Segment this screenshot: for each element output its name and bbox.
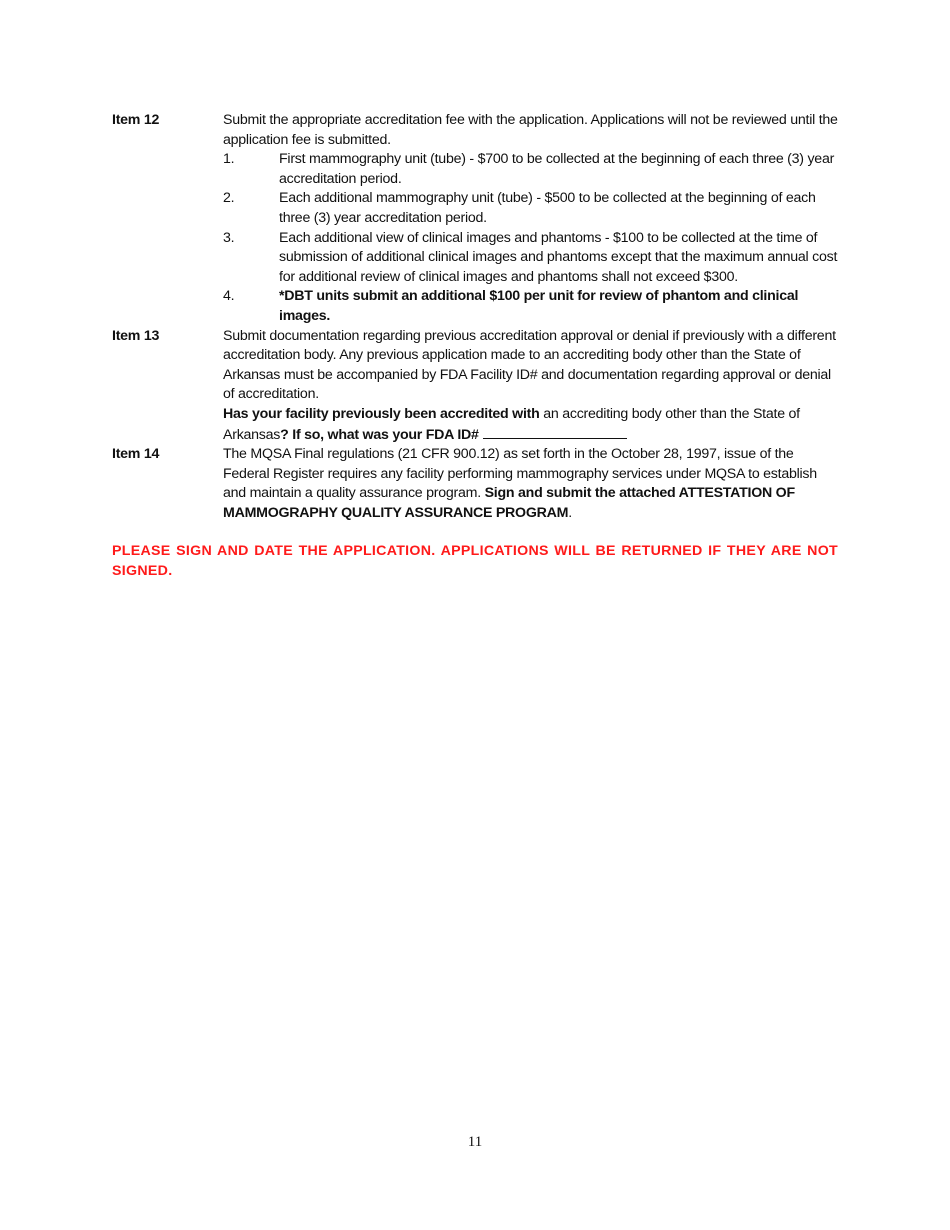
item-body	[223, 327, 838, 446]
sign-warning: PLEASE SIGN AND DATE THE APPLICATION. APPLICATIONS WILL BE RETURNED IF THEY ARE NOT SIGNED.	[112, 543, 838, 580]
instructions-content	[112, 111, 838, 582]
question-text: an accrediting body other than the State of Arkansas	[223, 405, 800, 443]
item-14	[112, 445, 838, 523]
item-14-bold: Sign and submit the attached ATTESTATION OF MAMMOGRAPHY QUALITY ASSURANCE PROGRAM	[223, 485, 795, 521]
fee-list-item	[223, 150, 838, 189]
fee-list-item	[223, 287, 838, 326]
item-label: Item 14	[112, 446, 160, 463]
item-label: Item 13	[112, 327, 160, 344]
item-12	[112, 111, 838, 327]
list-number: 3.	[223, 229, 235, 246]
fda-id-question	[223, 405, 838, 445]
item-body	[223, 111, 838, 327]
question-bold: ? If so, what was your FDA ID#	[280, 426, 479, 443]
item-label: Item 12	[112, 112, 160, 128]
item-14-end: .	[568, 504, 572, 521]
list-text: Each additional mammography unit (tube) - $500 to be collected at the beginning of each three (3) year accreditation period.	[279, 190, 816, 226]
item-12-intro: Submit the appropriate accreditation fee with the application. Applications will not be reviewed until the application fee is submitted.	[223, 112, 838, 148]
fee-list-item	[223, 229, 838, 288]
list-text-bold: *DBT units submit an additional $100 per unit for review of phantom and clinical images.	[279, 288, 799, 324]
list-text: First mammography unit (tube) - $700 to be collected at the beginning of each three (3) year accreditation period.	[279, 151, 835, 187]
item-14-text: The MQSA Final regulations (21 CFR 900.12) as set forth in the October 28, 1997, issue of the Federal Register requires any facility performing mammography services under MQSA to establish and maintain a quality assurance program.	[223, 446, 817, 502]
list-text: Each additional view of clinical images and phantoms - $100 to be collected at the time of submission of additional clinical images and phantoms except that the maximum annual cost for additional review of clinical images and phantoms shall not exceed $300.	[279, 229, 838, 285]
fee-list-item	[223, 189, 838, 228]
fda-id-blank-field[interactable]	[483, 425, 627, 439]
list-number: 1.	[223, 151, 235, 168]
item-body	[223, 445, 838, 523]
item-13-paragraph: Submit documentation regarding previous accreditation approval or denial if previously with a different accreditation body. Any previous application made to an accrediting body other than the State of Arkansas must be accompanied by FDA Facility ID# and documentation regarding approval or denial of accreditation.	[223, 327, 836, 403]
question-bold: Has your facility previously been accredited with	[223, 405, 540, 422]
list-number: 4.	[223, 288, 235, 305]
list-number: 2.	[223, 190, 235, 207]
page-number: 11	[467, 1134, 483, 1150]
item-13	[112, 327, 838, 446]
